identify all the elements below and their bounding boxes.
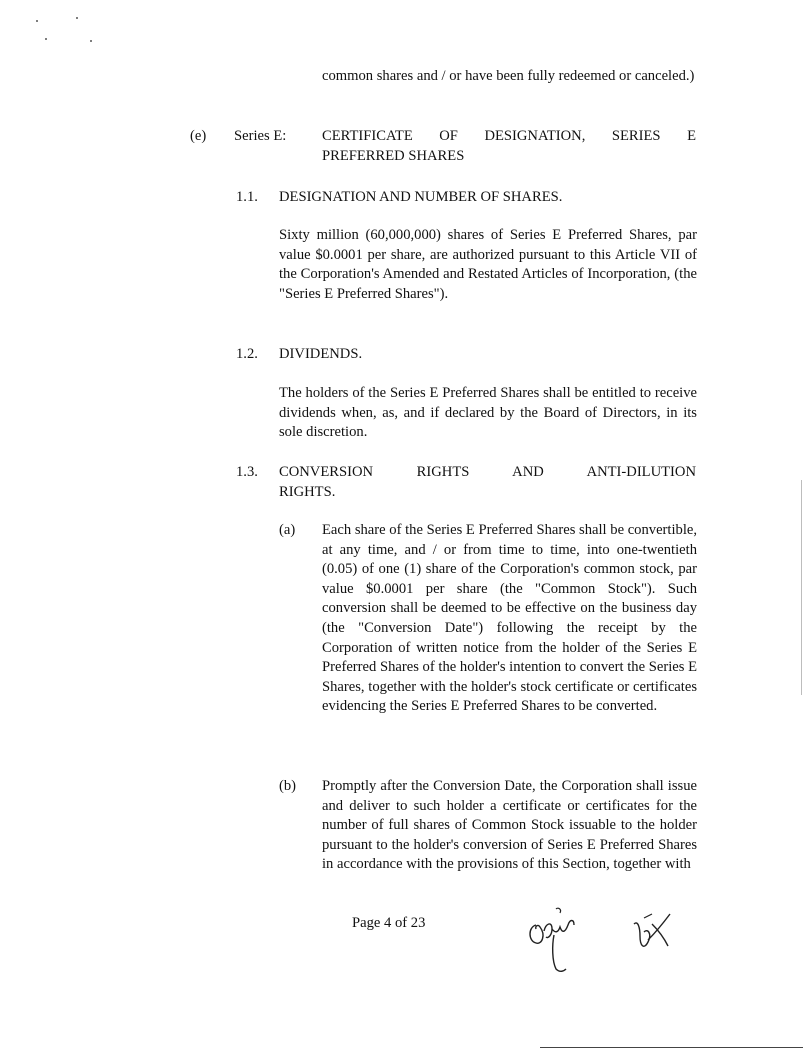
initials-signature (522, 905, 592, 975)
subsection-body: Promptly after the Conversion Date, the Corporation shall issue and deliver to such holder a certificate or certificates for the number of full shares of Common Stock issuable to the holder pursuant to the holder's conversion of Series E Preferred Shares in accordance with the provisions of this Section, together with (322, 778, 697, 873)
section-number: 1.1. (236, 189, 258, 205)
section-number: 1.2. (236, 346, 258, 362)
subsection-letter: (a) (279, 522, 296, 538)
continuation-paragraph: common shares and / or have been fully redeemed or canceled.) (322, 68, 695, 84)
section-heading: DESIGNATION AND NUMBER OF SHARES. (279, 189, 563, 205)
page-number: Page 4 of 23 (352, 915, 426, 931)
series-title-line2: PREFERRED SHARES (322, 148, 465, 164)
subsection-letter: (b) (279, 778, 297, 794)
section-body: Sixty million (60,000,000) shares of Series E Preferred Shares, par value $0.0001 per share, are authorized pursuant to this Article VII of the Corporation's Amended and Restated Articles of Incorporation, (the "Series E Preferred Shares"). (279, 227, 697, 302)
scan-bottom-line (540, 1047, 803, 1048)
section-heading-line2: RIGHTS. (279, 484, 336, 500)
subsection-body: Each share of the Series E Preferred Shares shall be convertible, at any time, and / or from time to time, into one-twentieth (0.05) of one (1) share of the Corporation's common stock, par value $0.0001 per share (the "Common Stock"). Such conversion shall be deemed to be effective on the business day (the "Conversion Date") following the receipt by the Corporation of written notice from the holder of the Series E Preferred Shares of the holder's intention to convert the Series E Shares, together with the holder's stock certificate or certificates evidencing the Series E Preferred Shares to be converted. (322, 522, 697, 715)
scan-edge-line (801, 480, 802, 695)
section-body: The holders of the Series E Preferred Shares shall be entitled to receive dividends when, as, and if declared by the Board of Directors, in its sole discretion. (279, 385, 697, 441)
series-letter: (e) (190, 128, 207, 144)
section-heading: DIVIDENDS. (279, 346, 363, 362)
initials-signature-2 (630, 910, 675, 955)
section-number: 1.3. (236, 464, 258, 480)
series-title-line1: CERTIFICATE OF DESIGNATION, SERIES E (322, 128, 696, 144)
series-label: Series E: (234, 128, 287, 144)
section-heading-line1: CONVERSION RIGHTS AND ANTI-DILUTION (279, 464, 696, 480)
